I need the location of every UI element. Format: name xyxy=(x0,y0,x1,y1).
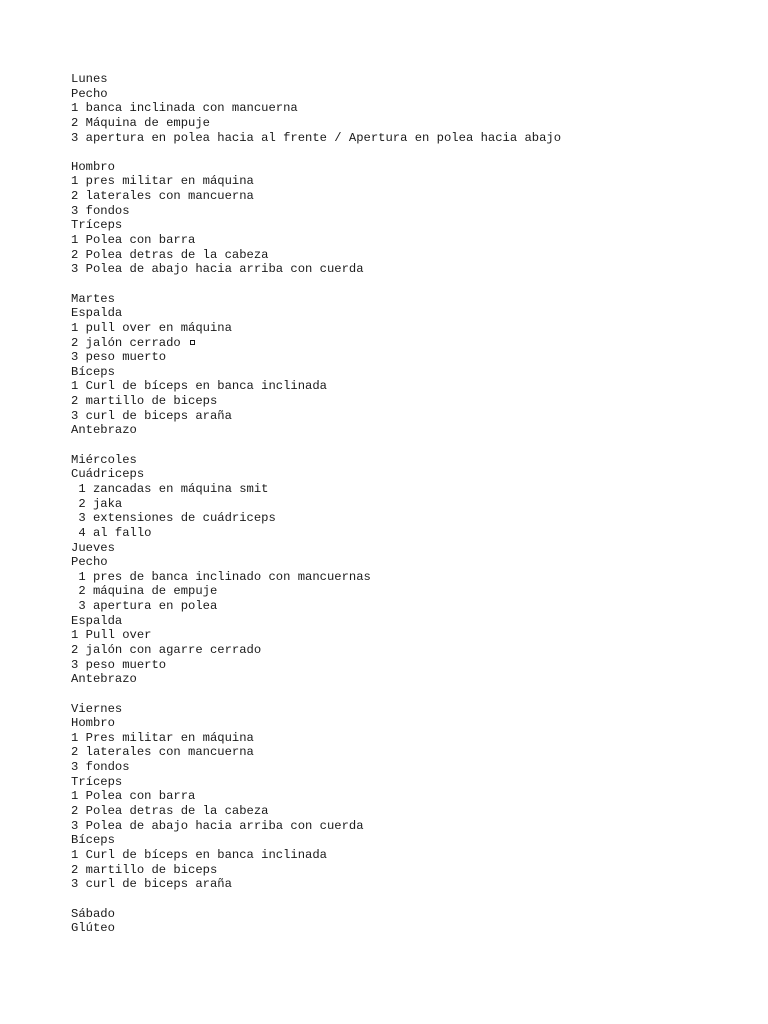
exercise-line: 1 banca inclinada con mancuerna xyxy=(71,101,298,116)
exercise-line: 1 Curl de bíceps en banca inclinada xyxy=(71,847,327,862)
exercise-line: 3 apertura en polea xyxy=(71,599,218,614)
exercise-line: 2 Máquina de empuje xyxy=(71,115,210,130)
exercise-line: 3 extensiones de cuádriceps xyxy=(71,511,276,526)
exercise-line: 2 laterales con mancuerna xyxy=(71,745,254,760)
muscle-group-heading: Hombro xyxy=(71,716,115,731)
exercise-line: 1 pull over en máquina xyxy=(71,320,232,335)
day-heading-miercoles: Miércoles xyxy=(71,452,137,467)
missing-glyph-icon xyxy=(190,340,195,345)
muscle-group-heading: Espalda xyxy=(71,613,123,628)
muscle-group-heading: Hombro xyxy=(71,159,115,174)
exercise-line: 2 martillo de biceps xyxy=(71,394,218,409)
muscle-group-heading: Glúteo xyxy=(71,921,115,936)
muscle-group-heading: Espalda xyxy=(71,306,123,321)
exercise-line: 2 Polea detras de la cabeza xyxy=(71,804,269,819)
exercise-line: 1 pres de banca inclinado con mancuernas xyxy=(71,569,371,584)
muscle-group-heading: Cuádriceps xyxy=(71,467,145,482)
exercise-line: 2 Polea detras de la cabeza xyxy=(71,247,269,262)
exercise-line: 3 fondos xyxy=(71,760,130,775)
muscle-group-heading: Bíceps xyxy=(71,833,115,848)
day-heading-viernes: Viernes xyxy=(71,701,123,716)
exercise-line-with-glyph xyxy=(71,336,751,351)
exercise-line: 3 Polea de abajo hacia arriba con cuerda xyxy=(71,818,364,833)
exercise-line: 1 Curl de bíceps en banca inclinada xyxy=(71,379,327,394)
exercise-text: 2 jalón cerrado xyxy=(71,335,189,350)
muscle-group-heading: Pecho xyxy=(71,555,108,570)
day-heading-jueves: Jueves xyxy=(71,540,115,555)
exercise-line: 3 Polea de abajo hacia arriba con cuerda xyxy=(71,262,364,277)
muscle-group-heading: Antebrazo xyxy=(71,672,137,687)
exercise-line: 1 Pull over xyxy=(71,628,152,643)
blank-line xyxy=(71,438,751,453)
exercise-line: 3 peso muerto xyxy=(71,657,167,672)
exercise-line: 3 peso muerto xyxy=(71,350,167,365)
exercise-line: 3 curl de biceps araña xyxy=(71,877,232,892)
exercise-line: 2 máquina de empuje xyxy=(71,584,218,599)
exercise-line: 3 curl de biceps araña xyxy=(71,408,232,423)
exercise-line: 3 apertura en polea hacia al frente / Apertura en polea hacia abajo xyxy=(71,130,562,145)
blank-line xyxy=(71,892,751,907)
exercise-line: 1 Pres militar en máquina xyxy=(71,730,254,745)
exercise-line: 2 jalón con agarre cerrado xyxy=(71,642,262,657)
muscle-group-heading: Tríceps xyxy=(71,774,123,789)
muscle-group-heading: Tríceps xyxy=(71,218,123,233)
day-heading-sabado: Sábado xyxy=(71,906,115,921)
exercise-line: 2 martillo de biceps xyxy=(71,862,218,877)
exercise-line: 3 fondos xyxy=(71,203,130,218)
exercise-line: 1 pres militar en máquina xyxy=(71,174,254,189)
document-page xyxy=(71,72,751,936)
blank-line xyxy=(71,687,751,702)
day-heading-martes: Martes xyxy=(71,291,115,306)
muscle-group-heading: Bíceps xyxy=(71,364,115,379)
exercise-line: 1 zancadas en máquina smit xyxy=(71,481,269,496)
exercise-line: 2 jaka xyxy=(71,496,123,511)
day-heading-lunes: Lunes xyxy=(71,72,108,86)
muscle-group-heading: Antebrazo xyxy=(71,423,137,438)
exercise-line: 2 laterales con mancuerna xyxy=(71,189,254,204)
exercise-line: 1 Polea con barra xyxy=(71,233,196,248)
exercise-line: 4 al fallo xyxy=(71,525,152,540)
blank-line xyxy=(71,277,751,292)
exercise-line: 1 Polea con barra xyxy=(71,789,196,804)
blank-line xyxy=(71,145,751,160)
muscle-group-heading: Pecho xyxy=(71,86,108,101)
